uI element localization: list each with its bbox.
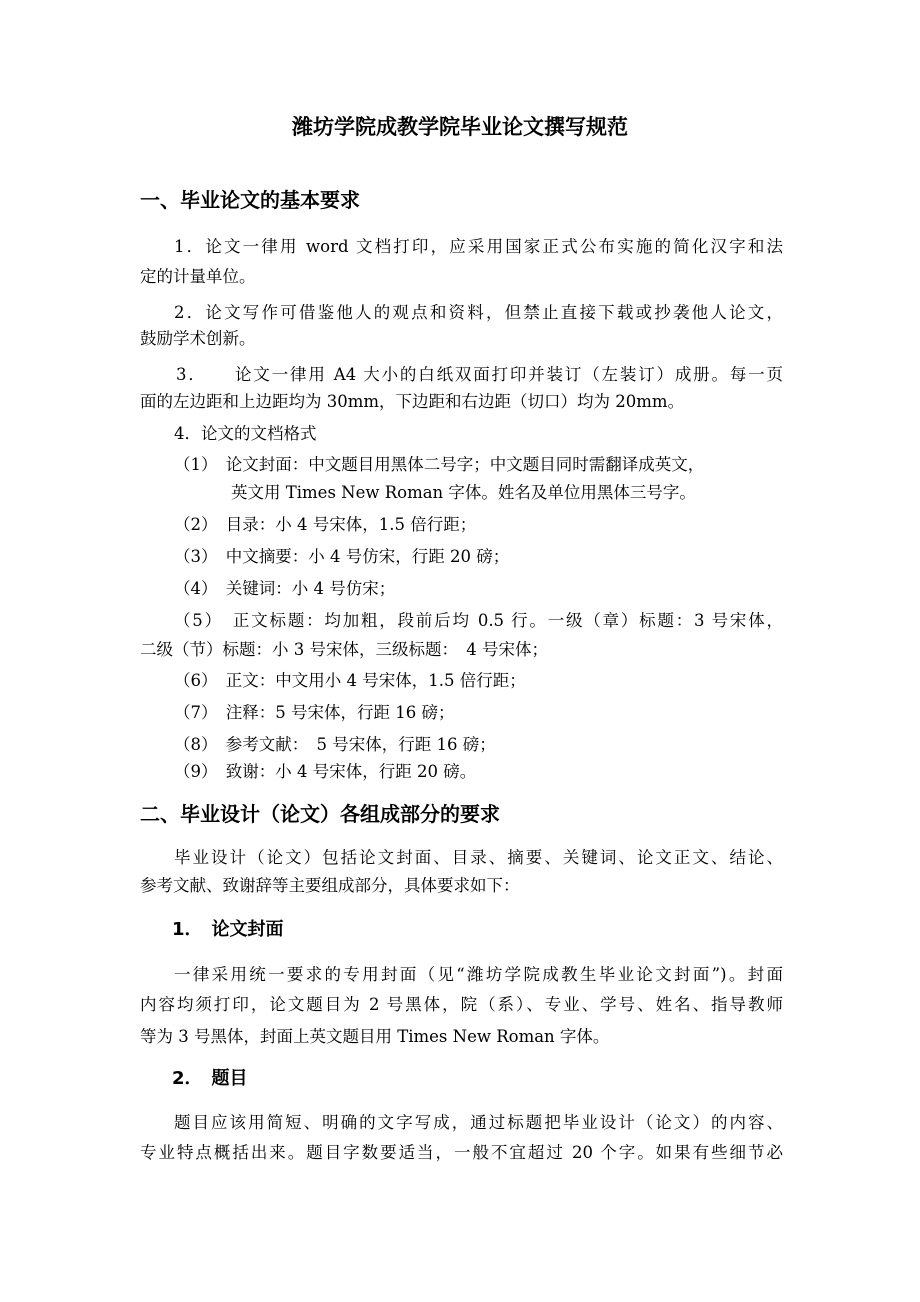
list-item: （4） 关键词：小 4 号仿宋； xyxy=(174,579,396,598)
document-title: 潍坊学院成教学院毕业论文撰写规范 xyxy=(292,114,628,139)
paragraph-line: 专业特点概括出来。题目字数要适当，一般不宜超过 20 个字。如果有些细节必 xyxy=(140,1143,783,1162)
paragraph-line: 鼓励学术创新。 xyxy=(140,329,256,348)
paragraph-line: 1．论文一律用 word 文档打印，应采用国家正式公布实施的简化汉字和法 xyxy=(174,237,783,256)
section-1-heading: 一、毕业论文的基本要求 xyxy=(140,188,360,212)
paragraph-line: 内容均须打印，论文题目为 2 号黑体，院（系）、专业、学号、姓名、指导教师 xyxy=(140,995,783,1014)
list-item: （5） 正文标题：均加粗，段前后均 0.5 行。一级（章）标题：3 号宋体， xyxy=(174,611,783,630)
paragraph-line: 题目应该用简短、明确的文字写成，通过标题把毕业设计（论文）的内容、 xyxy=(174,1113,783,1132)
subsection-heading: 1． 论文封面 xyxy=(172,919,284,940)
paragraph-line: 4．论文的文档格式 xyxy=(174,424,317,443)
paragraph-line: 面的左边距和上边距均为 30mm，下边距和右边距（切口）均为 20mm。 xyxy=(140,392,685,411)
list-item: （2） 目录：小 4 号宋体，1.5 倍行距； xyxy=(174,515,477,534)
paragraph-line: 等为 3 号黑体，封面上英文题目用 Times New Roman 字体。 xyxy=(140,1027,610,1046)
list-item: （7） 注释：5 号宋体，行距 16 磅； xyxy=(174,703,455,722)
subsection-heading: 2． 题目 xyxy=(172,1068,248,1089)
list-item: （6） 正文：中文用小 4 号宋体，1.5 倍行距； xyxy=(174,671,526,690)
paragraph-line: 毕业设计（论文）包括论文封面、目录、摘要、关键词、论文正文、结论、 xyxy=(174,848,783,867)
paragraph-line: 参考文献、致谢辞等主要组成部分，具体要求如下： xyxy=(140,876,520,895)
paragraph-line: 3． 论文一律用 A4 大小的白纸双面打印并装订（左装订）成册。每一页 xyxy=(176,365,783,384)
paragraph-line: 2．论文写作可借鉴他人的观点和资料，但禁止直接下载或抄袭他人论文， xyxy=(174,303,783,322)
list-item: （3） 中文摘要：小 4 号仿宋，行距 20 磅； xyxy=(174,547,510,566)
list-item: （8） 参考文献： 5 号宋体，行距 16 磅； xyxy=(174,735,496,754)
paragraph-line: 定的计量单位。 xyxy=(140,267,256,286)
section-2-heading: 二、毕业设计（论文）各组成部分的要求 xyxy=(140,802,500,826)
list-item: 英文用 Times New Roman 字体。姓名及单位用黑体三号字。 xyxy=(231,483,696,502)
list-item: 二级（节）标题：小 3 号宋体，三级标题： 4 号宋体； xyxy=(140,640,548,659)
list-item: （1） 论文封面：中文题目用黑体二号字；中文题目同时需翻译成英文， xyxy=(174,455,705,474)
paragraph-line: 一律采用统一要求的专用封面（见“潍坊学院成教生毕业论文封面”)。封面 xyxy=(174,965,783,984)
list-item: （9） 致谢：小 4 号宋体，行距 20 磅。 xyxy=(174,762,477,781)
